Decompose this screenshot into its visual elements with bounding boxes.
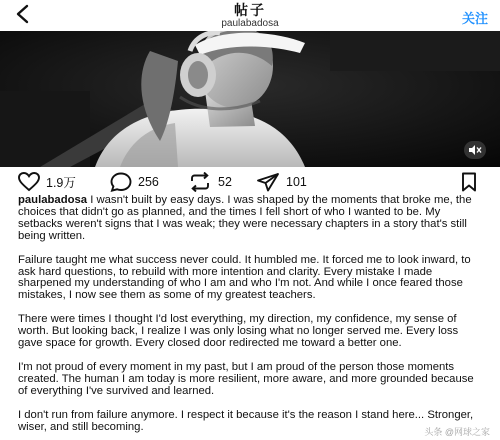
- post-photo: [0, 31, 500, 167]
- post-image[interactable]: [0, 31, 500, 167]
- bookmark-icon: [460, 172, 478, 192]
- comment-button[interactable]: [110, 171, 159, 193]
- like-button[interactable]: [18, 171, 76, 193]
- top-bar: [0, 0, 500, 30]
- mute-toggle[interactable]: [464, 141, 486, 159]
- header-titles: [0, 3, 500, 29]
- follow-button[interactable]: 关注: [461, 11, 488, 26]
- bookmark-button[interactable]: [460, 171, 478, 193]
- action-bar: [0, 171, 500, 193]
- caption-paragraph: There were times I thought I'd lost everything, my direction, my confidence, my sense of worth. But looking back, I realize I was only losing what no longer served me. Every loss gave space for growth. Every closed door redirected me toward a better one.: [18, 313, 459, 350]
- caption-username[interactable]: paulabadosa: [18, 194, 88, 206]
- heart-icon: [18, 172, 40, 192]
- watermark: 头条 @网球之家: [424, 427, 490, 437]
- comment-count: 256: [138, 175, 159, 189]
- send-icon: [256, 172, 280, 192]
- share-count: 101: [286, 175, 307, 189]
- page-title: 帖子: [234, 2, 266, 18]
- post-author[interactable]: paulabadosa: [221, 18, 279, 29]
- repost-icon: [188, 172, 212, 192]
- speaker-muted-icon: [464, 141, 486, 159]
- share-button[interactable]: [256, 171, 307, 193]
- comment-icon: [110, 172, 132, 192]
- caption-paragraph: paulabadosa I wasn't built by easy days. I was shaped by the moments that broke me, the choices that didn't go as planned, and the times I fell short of who I wanted to be. My setbacks weren't signs that I was weak; they were necessary chapters in a story that's still being written.: [18, 194, 472, 242]
- caption-paragraph: I'm not proud of every moment in my past, but I am proud of the person those moments created. The human I am today is more resilient, more aware, and more grounded because of everything I've survived and learned.: [18, 360, 474, 397]
- repost-button[interactable]: [188, 171, 232, 193]
- caption-paragraph: I don't run from failure anymore. I respect it because it's the reason I stand here... Stronger, wiser, and still becoming.: [18, 408, 474, 433]
- caption-paragraph: Failure taught me what success never could. It humbled me. It forced me to look inward, to ask hard questions, to rebuild with more intention and clarity. Every mistake I made sharpened my understanding of who I am and who I'm not. And while I once feared those mistakes, I now see them as some of my greatest teachers.: [18, 253, 471, 302]
- repost-count: 52: [218, 175, 232, 189]
- post-caption: [18, 195, 484, 440]
- like-count: 1.9万: [46, 176, 76, 190]
